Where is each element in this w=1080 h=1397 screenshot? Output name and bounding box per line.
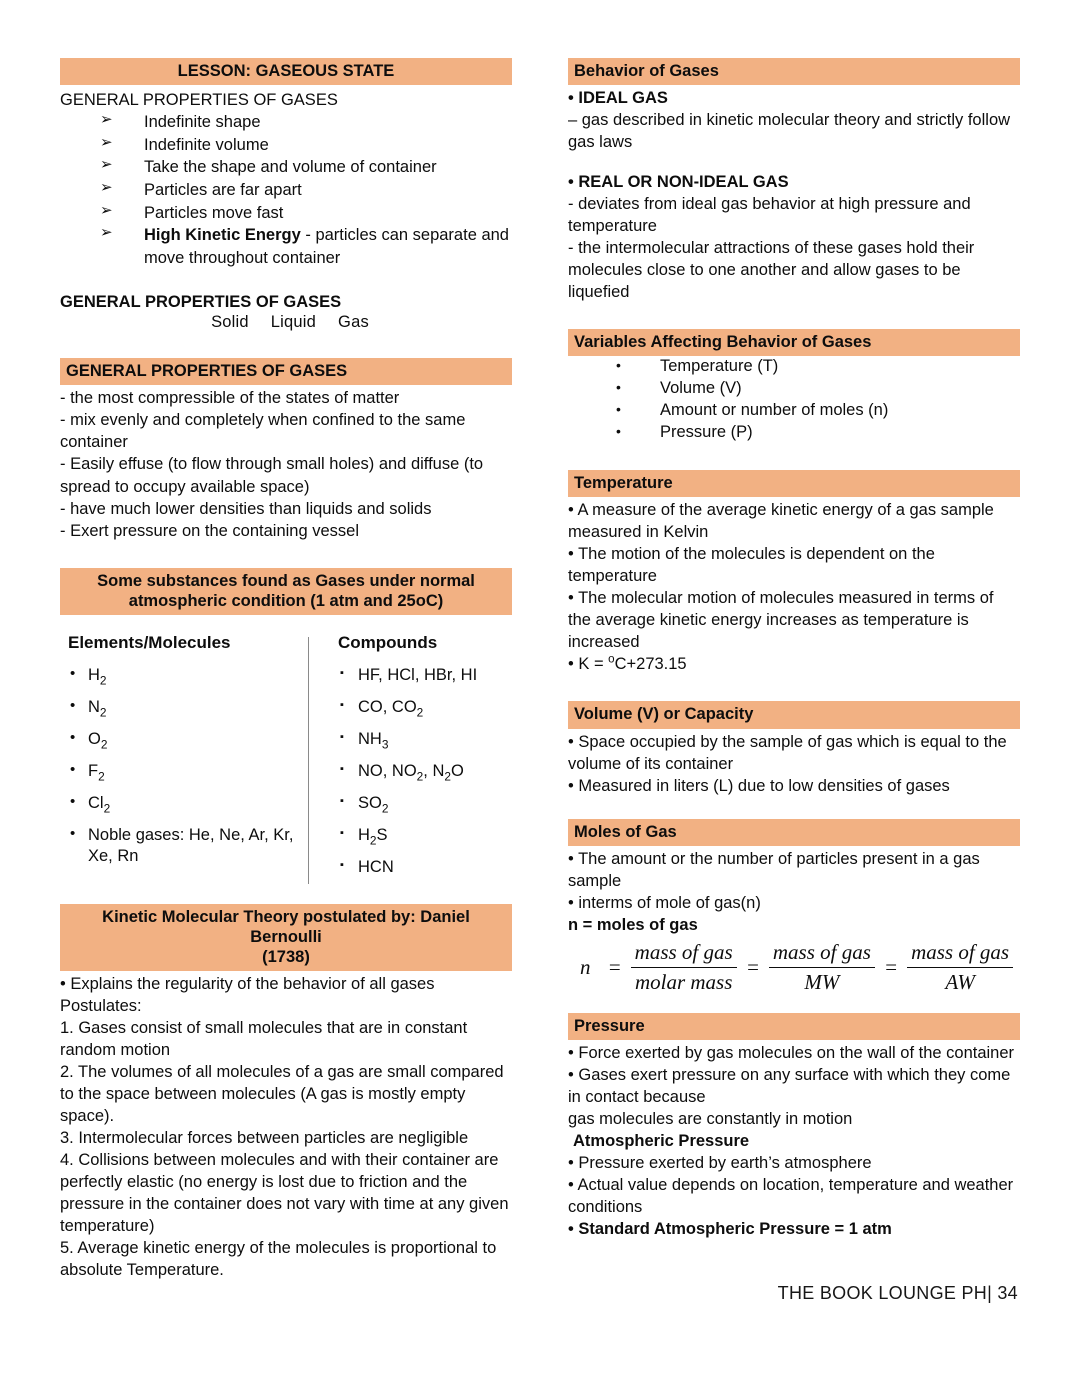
body-line: • Gases exert pressure on any surface with which they come in contact because — [568, 1065, 1011, 1106]
list-item-label: $Cl_2$ — [88, 794, 111, 816]
pressure-body — [568, 1042, 1020, 1240]
general-properties-body-3 — [60, 387, 512, 541]
general-properties-list — [60, 111, 512, 269]
list-item-label: Volume (V) — [660, 379, 742, 398]
state-gas: Gas — [338, 313, 369, 332]
list-item — [68, 793, 308, 814]
list-item — [338, 825, 512, 846]
body-line: • Actual value depends on location, temperature and weather conditions — [568, 1175, 1014, 1216]
square-bullet-icon: ▪ — [340, 795, 344, 808]
body-line: • Explains the regularity of the behavior of all gases — [60, 974, 435, 993]
real-gas-body-1: - deviates from ideal gas behavior at high pressure and temperature — [568, 195, 971, 236]
ideal-gas-heading: • IDEAL GAS — [568, 89, 668, 108]
list-item — [68, 729, 308, 750]
lesson-title-band: LESSON: GASEOUS STATE — [60, 58, 512, 85]
formula-term-2-numerator: mass of gas — [769, 940, 875, 968]
body-line: • A measure of the average kinetic energy of a gas sample measured in Kelvin — [568, 501, 994, 542]
formula-term-2-denominator: MW — [804, 969, 840, 994]
behavior-of-gases-band: Behavior of Gases — [568, 58, 1020, 85]
list-item-label: - particles can separate and move throughout container — [144, 226, 509, 267]
kelvin-conversion-formula — [568, 653, 1020, 675]
formula-equals-3: = — [883, 954, 899, 979]
gases-table-band-line2: atmospheric condition (1 atm and 25oC) — [128, 591, 444, 610]
list-item — [68, 665, 308, 686]
kmt-band-line2: (1738) — [262, 947, 310, 966]
list-item-label: Indefinite shape — [144, 113, 261, 132]
body-line: • The amount or the number of particles present in a gas sample — [568, 849, 980, 890]
variables-band: Variables Affecting Behavior of Gases — [568, 329, 1020, 356]
body-line: • The motion of the molecules is dependent on the temperature — [568, 545, 935, 586]
list-item — [100, 202, 512, 225]
bullet-icon: • — [70, 664, 76, 682]
formula-term-1-denominator: molar mass — [634, 969, 733, 994]
general-properties-heading-1: GENERAL PROPERTIES OF GASES — [60, 91, 338, 110]
square-bullet-icon: ▪ — [340, 698, 344, 711]
gases-table — [60, 633, 512, 890]
list-item-label: $O_2$ — [88, 730, 108, 752]
gases-table-band — [60, 568, 512, 615]
list-item-label: $SO_2$ — [358, 794, 389, 816]
body-line: gas molecules are constantly in motion — [568, 1109, 853, 1128]
square-bullet-icon: ▪ — [340, 731, 344, 744]
list-item — [338, 729, 512, 750]
formula-term-1-numerator: mass of gas — [631, 940, 737, 968]
kelvin-prefix: • K = — [568, 655, 609, 674]
bullet-icon: • — [70, 729, 76, 747]
body-line: • Measured in liters (L) due to low densities of gases — [568, 776, 950, 795]
left-column — [60, 58, 512, 1281]
formula-term-3-denominator: AW — [945, 969, 975, 994]
list-item-label: $H_2$ — [88, 665, 107, 688]
body-line: - mix evenly and completely when confined to the same container — [60, 411, 466, 452]
volume-band: Volume (V) or Capacity — [568, 701, 1020, 728]
body-line: • Force exerted by gas molecules on the wall of the container — [568, 1043, 1015, 1062]
gases-table-band-line1: Some substances found as Gases under normal — [97, 571, 475, 590]
arrow-bullet-icon: ➢ — [100, 201, 113, 219]
list-item — [100, 111, 512, 134]
moles-body — [568, 848, 1020, 936]
list-item — [338, 793, 512, 814]
body-line: • interms of mole of gas(n) — [568, 893, 761, 912]
formula-equals-2: = — [745, 954, 760, 979]
formula-term-3 — [907, 940, 1013, 995]
general-properties-band-3: GENERAL PROPERTIES OF GASES — [60, 358, 512, 385]
formula-equals-1: = — [607, 954, 622, 979]
kmt-body — [60, 973, 512, 1281]
list-item-label: Noble gases: He, Ne, Ar, Kr, Xe, Rn — [88, 826, 294, 866]
list-item-label: $N_2$ — [88, 697, 107, 720]
body-line: - have much lower densities than liquids and solids — [60, 499, 432, 518]
bullet-icon: • — [70, 761, 76, 779]
real-gas-heading: • REAL OR NON-IDEAL GAS — [568, 173, 789, 192]
square-bullet-icon: ▪ — [340, 827, 344, 840]
list-item-label: NO, $NO_2$, $N_2O$ — [358, 762, 464, 784]
variables-list — [568, 356, 1020, 444]
formula-lhs: n — [580, 954, 591, 979]
moles-band: Moles of Gas — [568, 819, 1020, 846]
list-item — [338, 665, 512, 686]
list-item-label: Particles are far apart — [144, 180, 302, 199]
list-item-label: Pressure (P) — [660, 423, 753, 442]
general-properties-heading-2: GENERAL PROPERTIES OF GASES — [60, 293, 342, 312]
kmt-band-line1: Kinetic Molecular Theory postulated by: Daniel Bernoulli — [102, 907, 470, 946]
degree-symbol: o — [608, 653, 615, 666]
body-line: • Pressure exerted by earth’s atmosphere — [568, 1153, 872, 1172]
body-line: - the most compressible of the states of matter — [60, 389, 400, 408]
elements-column-header: Elements/Molecules — [68, 632, 231, 652]
list-item-label: $H_2S$ — [358, 826, 388, 848]
standard-atmospheric-pressure: • Standard Atmospheric Pressure = 1 atm — [568, 1220, 892, 1238]
list-item — [100, 134, 512, 157]
list-item — [68, 825, 308, 867]
temperature-body — [568, 499, 1020, 675]
compounds-list — [338, 665, 512, 879]
bullet-icon: • — [616, 379, 621, 396]
elements-column — [60, 633, 308, 890]
body-line: • Space occupied by the sample of gas which is equal to the volume of its container — [568, 732, 1007, 773]
list-item — [338, 697, 512, 718]
arrow-bullet-icon: ➢ — [100, 156, 113, 174]
list-item-bold-lead: High Kinetic Energy — [144, 226, 301, 245]
bullet-icon: • — [616, 401, 621, 418]
list-item-label: CO, $CO_2$ — [358, 697, 424, 720]
pressure-band: Pressure — [568, 1013, 1020, 1040]
list-item-label: Amount or number of moles (n) — [660, 401, 889, 420]
states-of-matter-row — [60, 313, 512, 332]
compounds-column-header: Compounds — [338, 632, 438, 652]
list-item-label: Particles move fast — [144, 203, 284, 222]
list-item — [616, 378, 1020, 400]
page-footer: THE BOOK LOUNGE PH| 34 — [777, 1283, 1018, 1303]
table-column-divider — [308, 637, 309, 884]
atmospheric-pressure-heading: Atmospheric Pressure — [573, 1131, 750, 1150]
state-liquid: Liquid — [270, 313, 317, 332]
list-item — [100, 224, 512, 269]
arrow-bullet-icon: ➢ — [100, 224, 113, 242]
state-solid: Solid — [211, 313, 249, 332]
arrow-bullet-icon: ➢ — [100, 133, 113, 151]
list-item-label: $NH_3$ — [358, 730, 389, 752]
formula-term-1 — [631, 940, 737, 995]
bullet-icon: • — [70, 793, 76, 811]
bullet-icon: • — [616, 357, 621, 374]
square-bullet-icon: ▪ — [340, 859, 344, 872]
list-item — [68, 761, 308, 782]
list-item — [100, 156, 512, 179]
kelvin-rest: C+273.15 — [614, 655, 687, 674]
moles-n-label: n = moles of gas — [568, 915, 698, 934]
moles-formula — [568, 940, 1020, 995]
volume-body — [568, 731, 1020, 797]
list-item-label: HCN — [358, 858, 394, 877]
body-line: 3. Intermolecular forces between particles are negligible — [60, 1129, 469, 1148]
right-column — [568, 58, 1020, 1240]
arrow-bullet-icon: ➢ — [100, 111, 113, 129]
list-item — [338, 761, 512, 782]
arrow-bullet-icon: ➢ — [100, 178, 113, 196]
list-item — [338, 857, 512, 878]
body-line: - Exert pressure on the containing vessel — [60, 521, 359, 540]
temperature-band: Temperature — [568, 470, 1020, 497]
list-item — [68, 697, 308, 718]
kmt-band — [60, 904, 512, 971]
compounds-column — [308, 633, 512, 890]
body-line: 2. The volumes of all molecules of a gas are small compared to the space between molecules (A gas is mostly empty space). — [60, 1063, 504, 1126]
list-item-label: Take the shape and volume of container — [144, 158, 437, 177]
body-line: Postulates: — [60, 996, 142, 1015]
elements-list — [68, 665, 308, 868]
body-line: 4. Collisions between molecules and with their container are perfectly elastic (no energy is lost due to friction and the pressure in the container does not vary with time at any given temperature) — [60, 1151, 509, 1236]
list-item-label: HF, HCl, HBr, HI — [358, 665, 478, 684]
list-item — [616, 400, 1020, 422]
list-item — [616, 356, 1020, 378]
body-line: • The molecular motion of molecules measured in terms of the average kinetic energy increases as temperature is increased — [568, 589, 994, 652]
bullet-icon: • — [70, 696, 76, 714]
body-line: - Easily effuse (to flow through small holes) and diffuse (to spread to occupy available space) — [60, 455, 484, 496]
square-bullet-icon: ▪ — [340, 666, 344, 679]
list-item-label: Indefinite volume — [144, 135, 269, 154]
bullet-icon: • — [70, 825, 76, 843]
behavior-of-gases-body — [568, 87, 1020, 303]
bullet-icon: • — [616, 423, 621, 440]
body-line: 1. Gases consist of small molecules that are in constant random motion — [60, 1018, 468, 1059]
square-bullet-icon: ▪ — [340, 763, 344, 776]
real-gas-body-2: - the intermolecular attractions of these gases hold their molecules close to one another and allow gases to be liquefied — [568, 239, 975, 302]
list-item — [616, 422, 1020, 444]
body-line: 5. Average kinetic energy of the molecules is proportional to absolute Temperature. — [60, 1239, 497, 1280]
ideal-gas-body: – gas described in kinetic molecular theory and strictly follow gas laws — [568, 111, 1011, 152]
formula-term-2 — [769, 940, 875, 995]
formula-term-3-numerator: mass of gas — [907, 940, 1013, 968]
list-item-label: Temperature (T) — [660, 357, 779, 376]
list-item-label: $F_2$ — [88, 762, 105, 784]
list-item — [100, 179, 512, 202]
